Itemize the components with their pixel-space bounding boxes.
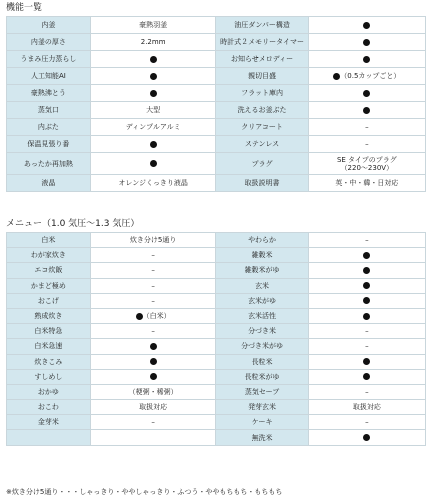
menu-item-value: – bbox=[90, 293, 216, 308]
filled-circle-icon bbox=[363, 267, 370, 274]
filled-circle-icon bbox=[363, 373, 370, 380]
menu-row bbox=[7, 233, 426, 248]
spec-item-value bbox=[308, 85, 425, 102]
spec-item-label: プラグ bbox=[216, 153, 308, 175]
spec-item-label: ステンレス bbox=[216, 136, 308, 153]
menu-row bbox=[7, 293, 426, 308]
menu-item-label: 白米 bbox=[7, 233, 91, 248]
menu-row bbox=[7, 339, 426, 354]
spec-row bbox=[7, 85, 426, 102]
spec-item-label: 洗えるお釜ぶた bbox=[216, 102, 308, 119]
menu-item-label: 分づき米 bbox=[216, 324, 308, 339]
filled-circle-icon bbox=[363, 56, 370, 63]
spec-item-value: 豪熱羽釜 bbox=[90, 17, 216, 34]
spec-item-value: 2.2mm bbox=[90, 34, 216, 51]
footnote: ※炊き分け5通り・・・しゃっきり・ややしゃっきり・ふつう・ややもちもち・もちもち bbox=[6, 488, 283, 496]
filled-circle-icon bbox=[150, 90, 157, 97]
menu-item-label: やわらか bbox=[216, 233, 308, 248]
menu-item-label: わが家炊き bbox=[7, 248, 91, 263]
menu-item-value bbox=[308, 354, 425, 369]
menu-item-value: – bbox=[308, 339, 425, 354]
menu-item-value: （白米） bbox=[90, 308, 216, 323]
menu-item-label: ケーキ bbox=[216, 415, 308, 430]
menu-row bbox=[7, 248, 426, 263]
menu-item-value bbox=[308, 278, 425, 293]
filled-circle-icon bbox=[150, 141, 157, 148]
menu-item-value bbox=[90, 339, 216, 354]
filled-circle-icon bbox=[363, 22, 370, 29]
filled-circle-icon bbox=[150, 358, 157, 365]
spec-item-value bbox=[90, 136, 216, 153]
menu-item-value: – bbox=[308, 415, 425, 430]
spec-item-label: 豪熱沸とう bbox=[7, 85, 91, 102]
spec-item-label: 時計式２メモリータイマー bbox=[216, 34, 308, 51]
menu-item-label: すしめし bbox=[7, 369, 91, 384]
spec-item-label: クリアコート bbox=[216, 119, 308, 136]
spec-item-label: フラット庫内 bbox=[216, 85, 308, 102]
spec-item-value: オレンジくっきり液晶 bbox=[90, 175, 216, 192]
spec-item-value bbox=[90, 51, 216, 68]
menu-item-value: – bbox=[308, 384, 425, 399]
menu-item-label: 雑穀米 bbox=[216, 248, 308, 263]
filled-circle-icon bbox=[150, 373, 157, 380]
spec-item-value: – bbox=[308, 136, 425, 153]
menu-item-label: 雑穀米がゆ bbox=[216, 263, 308, 278]
menu-item-value: – bbox=[90, 415, 216, 430]
spec-item-label: 内釜の厚さ bbox=[7, 34, 91, 51]
menu-item-label bbox=[7, 430, 91, 445]
menu-item-value: – bbox=[90, 263, 216, 278]
spec-item-value bbox=[90, 153, 216, 175]
menu-item-label: かまど極め bbox=[7, 278, 91, 293]
filled-circle-icon bbox=[150, 73, 157, 80]
spec-row bbox=[7, 119, 426, 136]
filled-circle-icon bbox=[363, 107, 370, 114]
menu-item-label: 玄米活性 bbox=[216, 308, 308, 323]
spec-item-label: 親切目盛 bbox=[216, 68, 308, 85]
menu-item-value: – bbox=[308, 233, 425, 248]
spec-item-label: お知らせメロディー bbox=[216, 51, 308, 68]
spec-item-value: – bbox=[308, 119, 425, 136]
menu-item-label: 無洗米 bbox=[216, 430, 308, 445]
menu-item-label: 白米特急 bbox=[7, 324, 91, 339]
menu-item-value bbox=[90, 354, 216, 369]
menu-item-value: （梗粥・稀粥） bbox=[90, 384, 216, 399]
filled-circle-icon bbox=[363, 282, 370, 289]
feature-list-title: 機能一覧 bbox=[6, 3, 43, 13]
menu-row bbox=[7, 278, 426, 293]
menu-item-value bbox=[308, 308, 425, 323]
menu-item-label: おこげ bbox=[7, 293, 91, 308]
spec-item-value: 大型 bbox=[90, 102, 216, 119]
spec-item-value bbox=[90, 85, 216, 102]
menu-item-label: 長粒米がゆ bbox=[216, 369, 308, 384]
spec-item-value: ディンプルアルミ bbox=[90, 119, 216, 136]
filled-circle-icon bbox=[363, 297, 370, 304]
filled-circle-icon bbox=[136, 313, 143, 320]
menu-row bbox=[7, 430, 426, 445]
filled-circle-icon bbox=[363, 39, 370, 46]
menu-item-value: – bbox=[90, 324, 216, 339]
spec-item-label: 内ぶた bbox=[7, 119, 91, 136]
menu-item-value: – bbox=[90, 278, 216, 293]
filled-circle-icon bbox=[150, 56, 157, 63]
spec-item-label: あったか再加熱 bbox=[7, 153, 91, 175]
menu-item-value bbox=[308, 263, 425, 278]
spec-item-value bbox=[308, 51, 425, 68]
menu-item-label: おこわ bbox=[7, 400, 91, 415]
menu-item-label: エコ炊飯 bbox=[7, 263, 91, 278]
spec-row bbox=[7, 136, 426, 153]
spec-row bbox=[7, 51, 426, 68]
filled-circle-icon bbox=[363, 434, 370, 441]
menu-row bbox=[7, 324, 426, 339]
menu-item-value: – bbox=[90, 248, 216, 263]
menu-table bbox=[6, 232, 426, 446]
spec-row bbox=[7, 17, 426, 34]
menu-item-value: 炊き分け5通り bbox=[90, 233, 216, 248]
menu-list-title: メニュー（1.0 気圧～1.3 気圧） bbox=[6, 219, 140, 229]
filled-circle-icon bbox=[363, 252, 370, 259]
feature-table bbox=[6, 16, 426, 192]
menu-item-value: 取扱対応 bbox=[90, 400, 216, 415]
spec-item-label: うまみ圧力蒸らし bbox=[7, 51, 91, 68]
filled-circle-icon bbox=[363, 313, 370, 320]
spec-item-label: 内釜 bbox=[7, 17, 91, 34]
menu-item-label: 炊きこみ bbox=[7, 354, 91, 369]
spec-row bbox=[7, 68, 426, 85]
menu-item-value: – bbox=[308, 324, 425, 339]
menu-item-value bbox=[90, 369, 216, 384]
filled-circle-icon bbox=[363, 358, 370, 365]
filled-circle-icon bbox=[150, 160, 157, 167]
menu-row bbox=[7, 354, 426, 369]
spec-item-label: 油圧ダンパー構造 bbox=[216, 17, 308, 34]
spec-item-value bbox=[90, 68, 216, 85]
menu-item-value bbox=[308, 369, 425, 384]
spec-item-label: 取扱説明書 bbox=[216, 175, 308, 192]
menu-item-value bbox=[90, 430, 216, 445]
menu-item-label: おかゆ bbox=[7, 384, 91, 399]
menu-item-label: 長粒米 bbox=[216, 354, 308, 369]
spec-item-label: 液晶 bbox=[7, 175, 91, 192]
menu-item-value: 取扱対応 bbox=[308, 400, 425, 415]
menu-item-label: 玄米がゆ bbox=[216, 293, 308, 308]
menu-row bbox=[7, 369, 426, 384]
menu-row bbox=[7, 384, 426, 399]
spec-item-value bbox=[308, 34, 425, 51]
menu-item-value bbox=[308, 293, 425, 308]
spec-item-label: 蒸気口 bbox=[7, 102, 91, 119]
menu-item-label: 金芽米 bbox=[7, 415, 91, 430]
menu-item-label: 蒸気セーブ bbox=[216, 384, 308, 399]
spec-row bbox=[7, 34, 426, 51]
spec-row bbox=[7, 153, 426, 175]
spec-item-label: 保温見張り番 bbox=[7, 136, 91, 153]
menu-row bbox=[7, 415, 426, 430]
menu-item-label: 熟成炊き bbox=[7, 308, 91, 323]
menu-item-label: 分づき米がゆ bbox=[216, 339, 308, 354]
spec-item-value: SE タイプのプラグ （220～230V） bbox=[308, 153, 425, 175]
filled-circle-icon bbox=[150, 343, 157, 350]
menu-item-label: 発芽玄米 bbox=[216, 400, 308, 415]
spec-item-value bbox=[308, 102, 425, 119]
filled-circle-icon bbox=[363, 90, 370, 97]
filled-circle-icon bbox=[333, 73, 340, 80]
spec-row bbox=[7, 102, 426, 119]
spec-item-label: 人工知能AI bbox=[7, 68, 91, 85]
spec-row bbox=[7, 175, 426, 192]
menu-row bbox=[7, 400, 426, 415]
menu-row bbox=[7, 263, 426, 278]
spec-item-value bbox=[308, 17, 425, 34]
menu-item-label: 白米急速 bbox=[7, 339, 91, 354]
menu-item-label: 玄米 bbox=[216, 278, 308, 293]
spec-item-value: （0.5カップごと） bbox=[308, 68, 425, 85]
menu-item-value bbox=[308, 430, 425, 445]
menu-item-value bbox=[308, 248, 425, 263]
spec-item-value: 英・中・韓・日対応 bbox=[308, 175, 425, 192]
menu-row bbox=[7, 308, 426, 323]
